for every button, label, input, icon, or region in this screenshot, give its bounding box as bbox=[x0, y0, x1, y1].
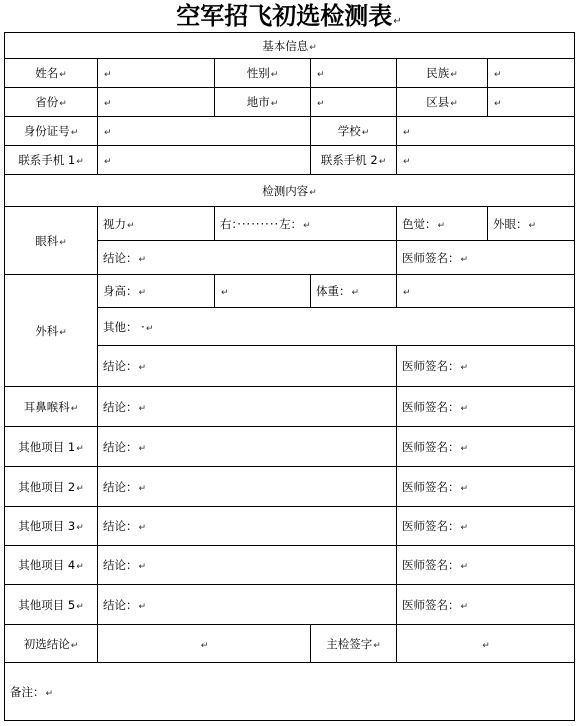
chief-signature-label: 主检签字↵ bbox=[311, 625, 397, 663]
external-eye-field[interactable]: 外眼：↵ bbox=[488, 207, 575, 241]
eye-signature-field[interactable]: 医师签名：↵ bbox=[397, 241, 575, 275]
other-item-label: 其他项目 1↵ bbox=[5, 427, 98, 467]
ent-dept-label: 耳鼻喉科↵ bbox=[5, 387, 98, 427]
other-item-label: 其他项目 4↵ bbox=[5, 546, 98, 585]
phone1-field[interactable]: ↵ bbox=[98, 146, 311, 175]
other-item-signature-field[interactable]: 医师签名：↵ bbox=[397, 585, 575, 625]
other-item-conclusion-field[interactable]: 结论：↵ bbox=[98, 467, 397, 507]
basic-info-heading: 基本信息↵ bbox=[5, 33, 575, 59]
preliminary-conclusion-label: 初选结论↵ bbox=[5, 625, 98, 663]
id-number-label: 身份证号↵ bbox=[5, 117, 98, 146]
table-row bbox=[5, 146, 575, 175]
preliminary-conclusion-field[interactable]: ↵ bbox=[98, 625, 311, 663]
table-row bbox=[5, 585, 575, 625]
weight-label: 体重：↵ bbox=[311, 275, 397, 308]
other-item-signature-field[interactable]: 医师签名：↵ bbox=[397, 546, 575, 585]
eye-dept-label: 眼科↵ bbox=[5, 207, 98, 275]
other-item-conclusion-field[interactable]: 结论：↵ bbox=[98, 427, 397, 467]
district-label: 区县↵ bbox=[397, 88, 488, 117]
other-item-signature-field[interactable]: 医师签名：↵ bbox=[397, 467, 575, 507]
remarks-field[interactable]: 备注：↵ bbox=[5, 663, 575, 721]
table-row bbox=[5, 387, 575, 427]
school-label: 学校↵ bbox=[311, 117, 397, 146]
other-item-conclusion-field[interactable]: 结论：↵ bbox=[98, 546, 397, 585]
test-content-heading: 检测内容↵ bbox=[5, 175, 575, 207]
table-row bbox=[5, 546, 575, 585]
vision-field[interactable]: 右：·········左：↵ bbox=[215, 207, 397, 241]
city-label: 地市↵ bbox=[215, 88, 311, 117]
table-row bbox=[5, 207, 575, 241]
surgery-dept-label: 外科↵ bbox=[5, 275, 98, 387]
table-row bbox=[5, 467, 575, 507]
phone1-label: 联系手机 1↵ bbox=[5, 146, 98, 175]
other-item-conclusion-field[interactable]: 结论：↵ bbox=[98, 585, 397, 625]
form-title: 空军招飞初选检测表↵ bbox=[176, 2, 402, 30]
name-label: 姓名↵ bbox=[5, 59, 98, 88]
table-row bbox=[5, 663, 575, 721]
phone2-field[interactable]: ↵ bbox=[397, 146, 575, 175]
school-field[interactable]: ↵ bbox=[397, 117, 575, 146]
other-item-conclusion-field[interactable]: 结论：↵ bbox=[98, 507, 397, 546]
vision-label: 视力↵ bbox=[98, 207, 215, 241]
table-row bbox=[5, 427, 575, 467]
province-field[interactable]: ↵ bbox=[98, 88, 215, 117]
table-row bbox=[5, 59, 575, 88]
ethnicity-label: 民族↵ bbox=[397, 59, 488, 88]
height-field[interactable]: 身高：↵ bbox=[98, 275, 215, 308]
exam-form-table bbox=[4, 32, 575, 721]
ent-conclusion-field[interactable]: 结论：↵ bbox=[98, 387, 397, 427]
city-field[interactable]: ↵ bbox=[311, 88, 397, 117]
district-field[interactable]: ↵ bbox=[488, 88, 575, 117]
gender-field[interactable]: ↵ bbox=[311, 59, 397, 88]
weight-field[interactable]: ↵ bbox=[397, 275, 575, 308]
basic-info-header-row bbox=[5, 33, 575, 59]
ethnicity-field[interactable]: ↵ bbox=[488, 59, 575, 88]
province-label: 省份↵ bbox=[5, 88, 98, 117]
id-number-field[interactable]: ↵ bbox=[98, 117, 311, 146]
other-item-signature-field[interactable]: 医师签名：↵ bbox=[397, 427, 575, 467]
height-value-field[interactable]: ↵ bbox=[215, 275, 311, 308]
table-row bbox=[5, 275, 575, 308]
phone2-label: 联系手机 2↵ bbox=[311, 146, 397, 175]
other-item-label: 其他项目 5↵ bbox=[5, 585, 98, 625]
eye-conclusion-field[interactable]: 结论：↵ bbox=[98, 241, 397, 275]
color-vision-field[interactable]: 色觉：↵ bbox=[397, 207, 488, 241]
table-row bbox=[5, 88, 575, 117]
surgery-other-field[interactable]: 其他： ·↵ bbox=[98, 308, 575, 346]
other-item-label: 其他项目 2↵ bbox=[5, 467, 98, 507]
other-item-signature-field[interactable]: 医师签名：↵ bbox=[397, 507, 575, 546]
table-row bbox=[5, 507, 575, 546]
surgery-conclusion-field[interactable]: 结论：↵ bbox=[98, 346, 397, 387]
other-item-label: 其他项目 3↵ bbox=[5, 507, 98, 546]
gender-label: 性别↵ bbox=[215, 59, 311, 88]
name-field[interactable]: ↵ bbox=[98, 59, 215, 88]
table-row bbox=[5, 117, 575, 146]
ent-signature-field[interactable]: 医师签名：↵ bbox=[397, 387, 575, 427]
chief-signature-field[interactable]: ↵ bbox=[397, 625, 575, 663]
table-row bbox=[5, 625, 575, 663]
test-content-header-row bbox=[5, 175, 575, 207]
surgery-signature-field[interactable]: 医师签名：↵ bbox=[397, 346, 575, 387]
